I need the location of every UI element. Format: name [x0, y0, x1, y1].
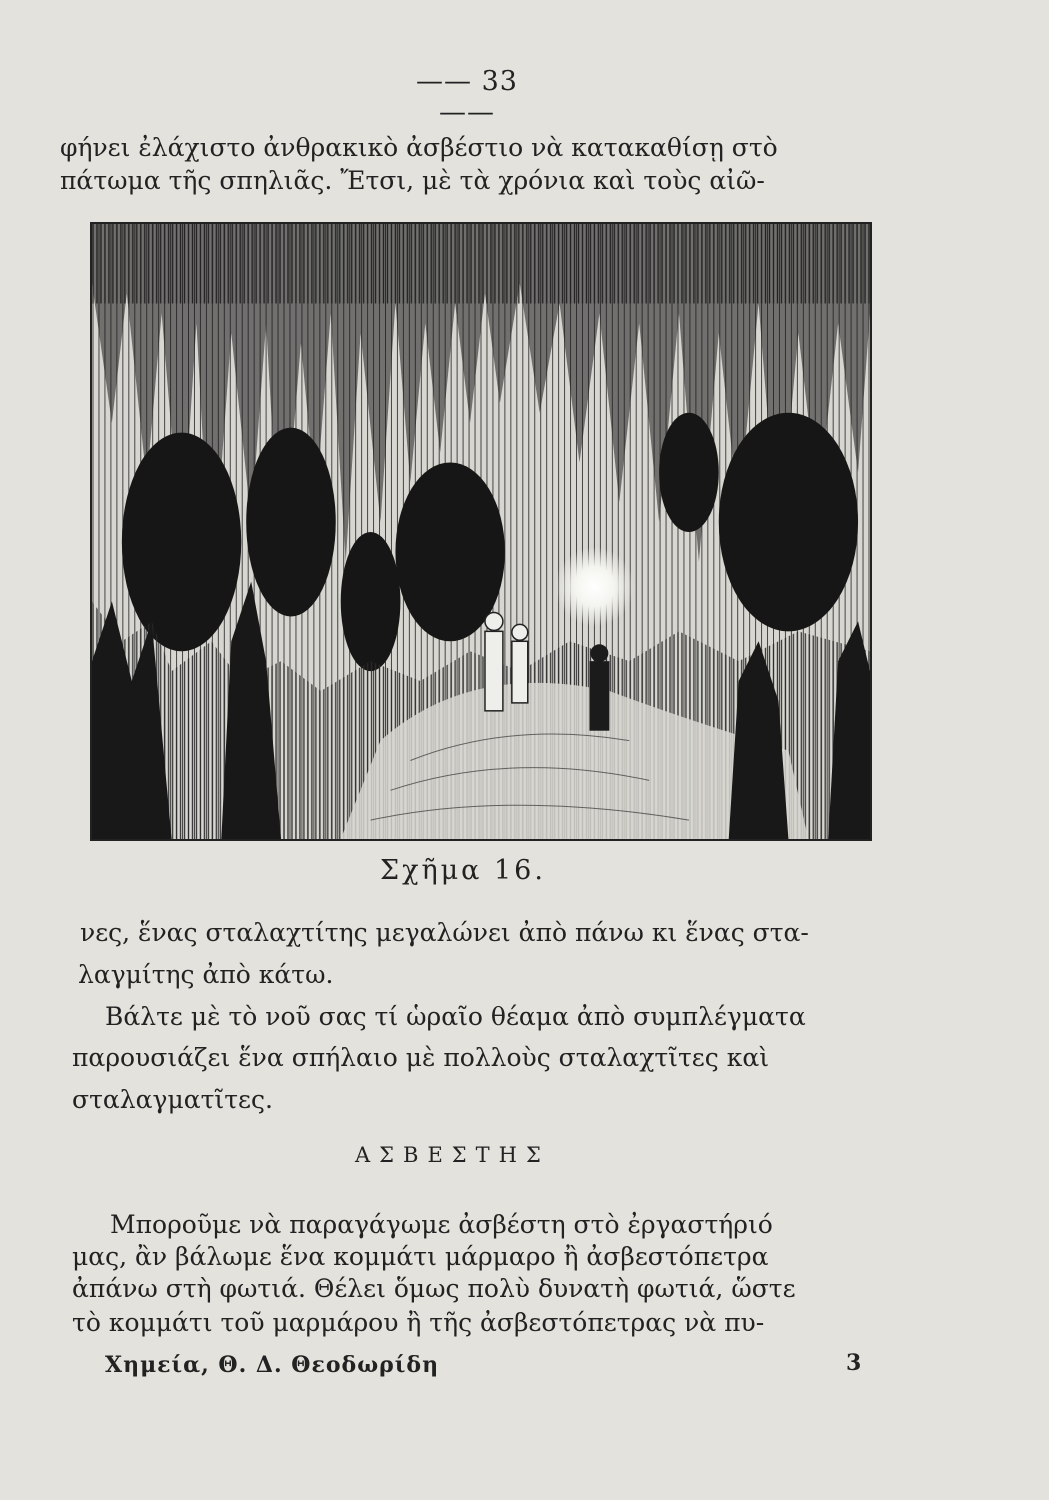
- section-heading: ΑΣΒΕΣΤΗΣ: [355, 1143, 550, 1167]
- figure-caption: Σχῆμα 16.: [380, 855, 546, 886]
- text-line: παρουσιάζει ἕνα σπήλαιο μὲ πολλοὺς σταλαχτῖτες καὶ: [72, 1043, 770, 1072]
- text-line: φήνει ἐλάχιστο ἀνθρακικὸ ἀσβέστιο νὰ κατακαθίσῃ στὸ: [60, 133, 778, 162]
- text-line: νες, ἕνας σταλαχτίτης μεγαλώνει ἀπὸ πάνω κι ἕνας στα-: [80, 918, 809, 947]
- text-line: Μποροῦμε νὰ παραγάγωμε ἀσβέστη στὸ ἐργαστήριό: [110, 1210, 773, 1239]
- cave-engraving: [92, 224, 870, 839]
- text-line: ἀπάνω στὴ φωτιά. Θέλει ὅμως πολὺ δυνατὴ φωτιά, ὥστε: [72, 1274, 796, 1303]
- text-line: πάτωμα τῆς σπηλιᾶς. Ἔτσι, μὲ τὰ χρόνια καὶ τοὺς αἰῶ-: [60, 166, 765, 195]
- page-number: —— 33 ——: [416, 66, 518, 128]
- text-line: τὸ κομμάτι τοῦ μαρμάρου ἢ τῆς ἀσβεστόπετρας νὰ πυ-: [72, 1308, 765, 1337]
- text-line: σταλαγματῖτες.: [72, 1085, 273, 1114]
- text-line: λαγμίτης ἀπὸ κάτω.: [78, 960, 334, 989]
- text-line: Βάλτε μὲ τὸ νοῦ σας τί ὡραῖο θέαμα ἀπὸ συμπλέγματα: [105, 1002, 806, 1031]
- text-line: μας, ἂν βάλωμε ἕνα κομμάτι μάρμαρο ἢ ἀσβεστόπετρα: [72, 1242, 769, 1271]
- signature-mark: 3: [846, 1350, 862, 1376]
- book-title-footer: Χημεία, Θ. Δ. Θεοδωρίδη: [105, 1352, 440, 1378]
- cave-illustration: [90, 222, 872, 841]
